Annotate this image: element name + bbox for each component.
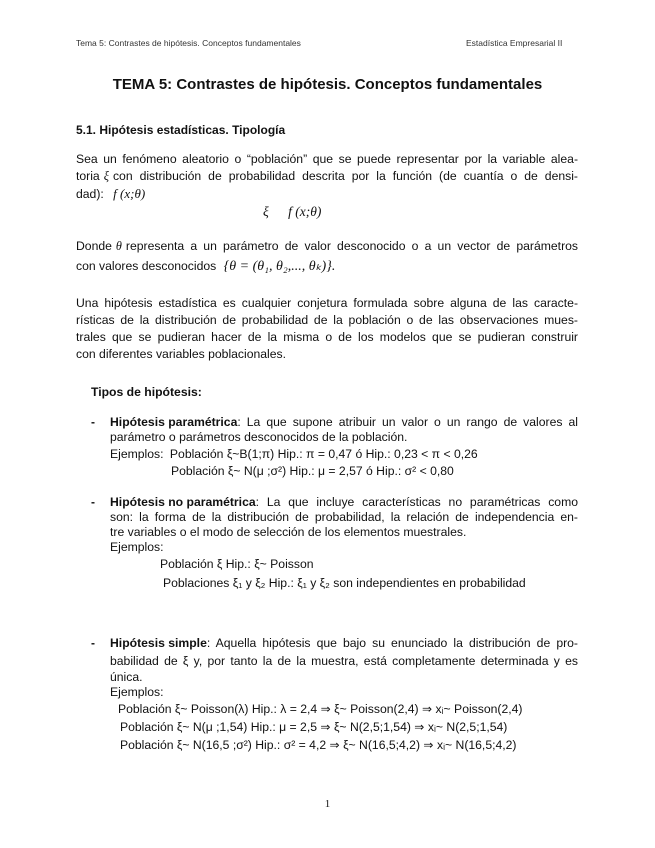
nonparametric-term: Hipótesis no paramétrica [110,495,256,509]
theta-symbol: θ [115,239,122,253]
intro-line-2 [76,168,578,185]
donde-line-2 [76,258,335,275]
donde-prefix: Donde [76,239,112,253]
definition-line-1: Una hipótesis estadística es cualquier conjetura formulada sobre alguna de las caracte- [76,296,578,310]
intro-line-1: Sea un fenómeno aleatorio o “población” que se puede representar por la variable alea- [76,152,578,166]
simple-example-2: Población ξ~ N(μ ;1,54) Hip.: μ = 2,5 ⇒ ξ~ N(2,5;1,54) ⇒ xᵢ~ N(2,5;1,54) [120,720,508,734]
running-header-right: Estadística Empresarial II [466,38,563,48]
simple-line-1 [110,635,578,652]
xi-symbol: ξ [103,169,109,183]
donde-suffix: representa a un parámetro de valor desconocido o a un vector de parámetros [125,239,578,253]
centered-formula [263,204,321,220]
definition-line-3: trales que se pudieran hacer de la misma o de los modelos que se pudieran construir [76,330,578,344]
intro-line-3 [76,185,145,203]
page-number: 1 [324,798,331,810]
bullet-dash: - [91,415,95,429]
bullet-dash: - [91,495,95,509]
section-heading: 5.1. Hipótesis estadísticas. Tipología [76,123,286,137]
examples-label: Ejemplos: [110,447,164,461]
definition-line-2: rísticas de la distribución de probabilidad de la población o de las observaciones mues- [76,313,578,327]
intro-line-2-prefix: toria [76,169,100,183]
bullet-dash: - [91,636,95,650]
types-heading: Tipos de hipótesis: [91,385,202,399]
parametric-examples [110,446,478,463]
intro-line-3-text: dad): [76,187,104,201]
nonparametric-line-2: son: la forma de la distribución de probabilidad, la relación de independencia en- [110,510,578,524]
definition-line-4: con diferentes variables poblacionales. [76,347,287,361]
intro-line-2-text: con distribución de probabilidad descrita por la función (de cuantía o de densi- [112,169,578,183]
running-header-left: Tema 5: Contrastes de hipótesis. Conceptos fundamentales [76,38,301,48]
simple-example-1: Población ξ~ Poisson(λ) Hip.: λ = 2,4 ⇒ ξ~ Poisson(2,4) ⇒ xᵢ~ Poisson(2,4) [118,702,523,716]
parametric-term: Hipótesis paramétrica [110,415,238,429]
nonparametric-examples-label: Ejemplos: [110,540,164,554]
parametric-example-2: Población ξ~ N(μ ;σ²) Hip.: μ = 2,57 ó Hip.: σ² < 0,80 [171,464,454,478]
simple-term: Hipótesis simple [110,636,207,650]
parametric-line-2: parámetro o parámetros desconocidos de la población. [110,430,408,444]
nonparametric-example-1: Población ξ Hip.: ξ~ Poisson [160,557,314,571]
simple-line-3: única. [110,670,143,684]
parametric-desc-1: : La que supone atribuir un valor o un rango de valores al [237,415,578,429]
nonparametric-example-2: Poblaciones ξ₁ y ξ₂ Hip.: ξ₁ y ξ₂ son independientes en probabilidad [163,576,526,590]
donde-line-2-text: con valores desconocidos [76,259,217,273]
simple-example-3: Población ξ~ N(16,5 ;σ²) Hip.: σ² = 4,2 ⇒ ξ~ N(16,5;4,2) ⇒ xᵢ~ N(16,5;4,2) [120,738,517,752]
simple-line-2: babilidad de ξ y, por tanto la de la muestra, está completamente determinada y es [110,654,578,668]
nonparametric-line-3: tre variables o el modo de selección de los elementos muestrales. [110,525,467,539]
nonparametric-desc-1: : La que incluye características no paramétricas como [255,495,578,509]
xi-symbol-centered: ξ [263,204,269,219]
density-formula-centered: f (x;θ) [288,204,322,219]
theta-vector-formula: {θ = (θ₁, θ₂,..., θₖ)}. [223,259,336,274]
simple-examples-label: Ejemplos: [110,685,164,699]
page-title: TEMA 5: Contrastes de hipótesis. Conceptos fundamentales [112,76,543,93]
parametric-example-1: Población ξ~B(1;π) Hip.: π = 0,47 ó Hip.: 0,23 < π < 0,26 [169,447,478,461]
donde-line-1 [76,238,578,255]
simple-desc-1: : Aquella hipótesis que bajo su enunciado la distribución de pro- [206,636,578,650]
density-formula: f (x;θ) [113,186,146,201]
